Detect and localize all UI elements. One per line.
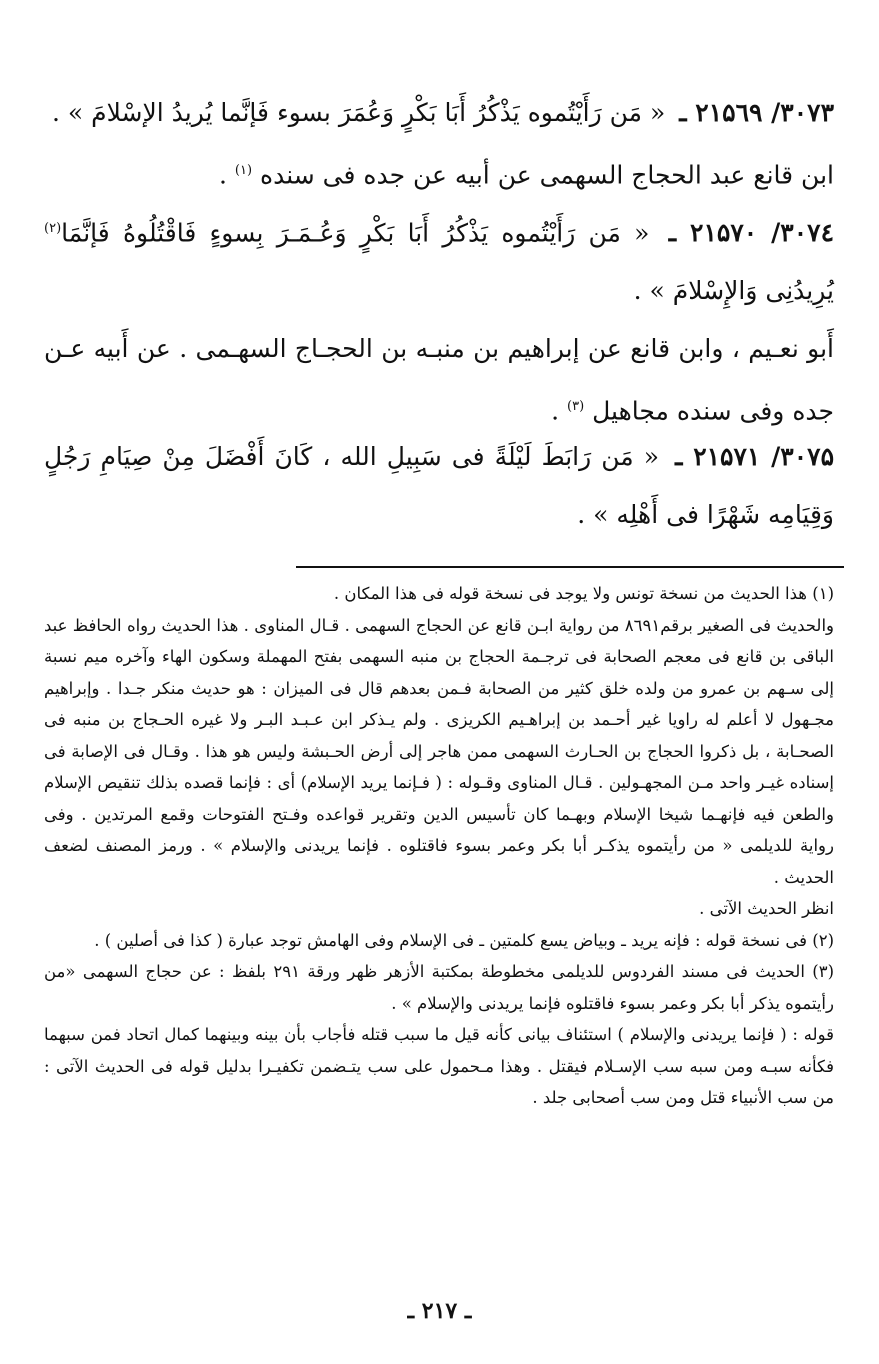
footnote-1: (۱) هذا الحديث من نسخة تونس ولا يوجد فى نسخة قوله فى هذا المكان . bbox=[333, 584, 834, 603]
footnote-2: (۲) فى نسخة قوله : فإنه يريد ـ وبياض يسع كلمتين ـ فى الإسلام وفى الهامش توجد عبارة ( كذا فى أصلين ) . bbox=[94, 930, 834, 950]
footnote-1-body: والحديث فى الصغير برقم۸٦۹۱ من رواية ابـن قانع عن الحجاج السهمى . قـال المناوى . هذا الحديث رواه الحافظ عبد الباقى بن قانع فى معجم الصحابة فى ترجـمة الحجاج بن منبه السهمى بفتح المهملة وسكون الهاء وآخره ميم نسبة إلى سـهم بن عمرو من ولده خلق كثير من الصحابة فـمن بعدهم قال فى الميزان : هو حديث منكر جـدا . وإبراهيم مجـهول لا أعلم له راويا غير أحـمد بن إبراهـيم الكريزى . ولم يـذكر ابن عـبـد البـر ولا غيره الحـجاج بن منبه فى الصحـابة ، بل ذكروا الحجاج بن الحـارث السهمى ممن هاجر إلى أرض الحـبشة وليس هو هذا . وقـال فى الإصابة فى إسناده غيـر واحد مـن المجهـولين . قـال المناوى وقـوله : ( فـإنما يريد الإسلام) أى : فإنما قصده بذلك تنقيص الإسلام والطعن فيه فإنهـما شيخا الإسلام وبهـما كان تأسيس الدين وتقرير قواعده وفـتح الفتوحات وقمع المرتدين . وفى رواية للديلمى « من رأيتموه يذكـر أبا بكر وعمر بسوء فاقتلوه . فإنما يريدنى والإسلام » . ورمز المصنف لضعف الحديث . bbox=[44, 615, 835, 887]
footnote-3: (۳) الحديث فى مسند الفردوس للديلمى مخطوطة بمكتبة الأزهر ظهر ورقة ۲۹۱ بلفظ : عن حجاج السهمى «من رأيتموه يذكر أبا بكر وعمر بسوء فاقتلوه فإنما يريدنى والإسلام » . bbox=[44, 962, 835, 1013]
hadith-3075 bbox=[44, 428, 834, 544]
source-3073 bbox=[44, 142, 834, 204]
footnote-ref: (۳) bbox=[567, 399, 585, 414]
hadith-text: « مَن رَابَطَ لَيْلَةً فى سَبِيلِ الله ، كَانَ أَفْضَلَ مِنْ صِيَامِ رَجُلٍ وَقِيَامِه شَهْرًا فى أَهْلِه » . bbox=[44, 442, 834, 529]
footnote-ref: (۲) bbox=[44, 221, 62, 236]
hadith-3074 bbox=[44, 200, 834, 320]
hadith-text-cont: يُرِيدُنِى وَالإِسْلامَ » . bbox=[633, 276, 834, 306]
source-3074 bbox=[44, 320, 834, 440]
hadith-number: ۳۰۷٤/ ۲۱۵۷۰ ـ bbox=[668, 218, 835, 248]
source-text: أَبو نعـيم ، وابن قانع عن إبراهيم بن منبـه بن الحجـاج السهـمى . عن أَبيه عـن جده وفى سنده مجاهيل bbox=[44, 334, 834, 426]
source-end: . bbox=[218, 160, 235, 190]
hadith-text: « مَن رَأَيْتُموه يَذْكُرُ أَبَا بَكْرٍ وَعُمَرَ بسوء فَإنَّما يُريدُ الإسْلامَ » . bbox=[52, 98, 666, 127]
hadith-number: ۳۰۷۵/ ۲۱۵۷۱ ـ bbox=[675, 442, 834, 471]
footnote-divider bbox=[296, 566, 844, 568]
source-text: ابن قانع عبد الحجاج السهمى عن أبيه عن جده فى سنده bbox=[259, 160, 834, 190]
hadith-text: « مَن رَأَيْتُموه يَذْكُرُ أَبَا بَكْرٍ وَعُـمَـرَ بِسوءٍ فَاقْتُلُوهُ فَإنَّمَا bbox=[61, 218, 650, 248]
footnote-3-body: قوله : ( فإنما يريدنى والإسلام ) استئناف بيانى كأنه قيل ما سبب قتله فأجاب بأن بينه وبينهما كمال اتحاد فمن سبهما فكأنه سبـه ومن سبه سب الإسـلام فيقتل . وهذا مـحمول على سب يتـضمن تكفيـرا بدليل قوله فى الحديث الآتى : من سب الأنبياء قتل ومن سب أصحابى جلد . bbox=[44, 1025, 834, 1107]
source-end: . bbox=[551, 396, 567, 426]
footnote-ref: (۱) bbox=[234, 163, 253, 178]
footnotes bbox=[44, 578, 834, 1114]
hadith-number: ۳۰۷۳/ ۲۱۵٦۹ ـ bbox=[679, 98, 834, 127]
page-number: ـ ۲۱۷ ـ bbox=[407, 1298, 472, 1324]
footnote-1-see: انظر الحديث الآتى . bbox=[699, 899, 834, 918]
hadith-3073 bbox=[44, 84, 834, 142]
